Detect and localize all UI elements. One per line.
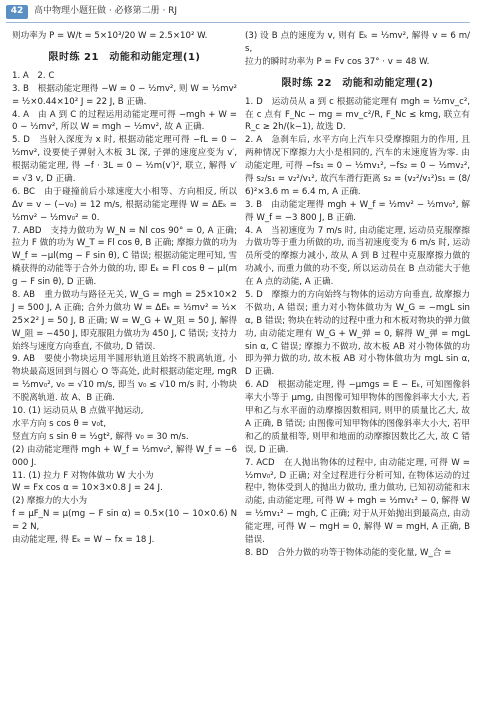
answer-paragraph: 11. (1) 拉力 F 对物体做功 W 大小为	[12, 470, 154, 481]
answer-paragraph: 10. (1) 运动员从 B 点做平抛运动,	[12, 406, 144, 417]
answer-paragraph: 7. ACD 在人抛出物体的过程中, 由动能定理, 可得 W = ½mv₀², D 正确; 对全过程进行分析可知, 在物体运动的过程中, 物体受到人的抛出力做功, 重力做功, 已知初动能和末动能, 由动能定理, 可得 W + mgh = ½mv₁² − 0, 解得 W = ½mv₁² − mgh, C 正确; 对于从开始抛出到最高点, 由动能定理, 可得 W − mgH = 0, 解得 W = mgH, A 正确, B 错误.	[245, 457, 470, 545]
answer-paragraph: 8. AB 重力做功与路径无关, W_G = mgh = 25×10×2 J = 500 J, A 正确; 合外力做功 W = ΔEₖ = ½mv² = ½×25×2² J = 50 J, B 正确; W = W_G + W_阻 = 50 J, 解得 W_阻 = −450 J, 即克服阻力做功为 450 J, C 错误; 支持力始终与速度方向垂直, 不做功, D 错误.	[12, 290, 237, 352]
answer-paragraph: (2) 由动能定理得 mgh + W_f = ½mv₀², 解得 W_f = −6 000 J.	[12, 444, 237, 468]
right-column	[245, 30, 470, 560]
left-column	[12, 30, 237, 547]
answer-paragraph: 拉力的瞬时功率为 P = Fv cos 37° · v = 48 W.	[245, 56, 430, 67]
answer-paragraph: 3. B 根据动能定理得 −W = 0 − ½mv², 则 W = ½mv² = ½×0.44×10² J = 22 J, B 正确.	[12, 83, 237, 107]
answer-paragraph: 5. D 当射入深度为 x 时, 根据动能定理可得 −fL = 0 − ½mv², 设要使子弹射入木板 3L 深, 子弹的速度应变为 v′, 根据动能定理, 得 −f · 3L = 0 − ½m(v′)², 联立, 解得 v′ = √3 v, D 正确.	[12, 135, 237, 185]
answer-paragraph: 2. A 急刹车后, 水平方向上汽车只受摩擦阻力的作用, 且两种情况下摩擦力大小是相同的, 汽车的末速度皆为零. 由动能定理, 可得 −fs₁ = 0 − ½mv₁², −fs₂ = 0 − ½mv₂², 得 s₂/s₁ = v₂²/v₁², 故汽车滑行距离 s₂ = (v₂²/v₁²)s₁ = (8/6)²×3.6 m = 6.4 m, A 正确.	[245, 135, 470, 197]
answer-paragraph: 则功率为 P = W/t = 5×10³/20 W = 2.5×10² W.	[12, 31, 208, 41]
header-divider	[6, 22, 470, 23]
answer-paragraph: 由动能定理, 得 Eₖ = W − fx = 18 J.	[12, 534, 155, 545]
answer-paragraph: 4. A 由 A 到 C 的过程运用动能定理可得 −mgh + W = 0 − ½mv², 所以 W = mgh − ½mv², 故 A 正确.	[12, 109, 237, 133]
answer-paragraph: 5. D 摩擦力的方向始终与物体的运动方向垂直, 故摩擦力不做功, A 错误; 重力对小物体做功为 W_G = −mgL sin α, B 错误; 物块在转动的过程中重力和木板对物块的弹力做功, 由动能定理有 W_G + W_弹 = 0, 解得 W_弹 = mgL sin α, C 错误; 摩擦力不做功, 故木板 AB 对小物体做的功即为弹力做的功, 故木板 AB 对小物体做功为 mgL sin α, D 正确.	[245, 290, 470, 378]
answer-paragraph: 3. B 由动能定理得 mgh + W_f = ½mv² − ½mv₀², 解得 W_f = −3 800 J, B 正确.	[245, 199, 470, 223]
section-heading: 限时练 21 动能和动能定理(1)	[48, 51, 201, 63]
answer-paragraph: (3) 设 B 点的速度为 v, 则有 Eₖ = ½mv², 解得 v = 6 m/s,	[245, 31, 470, 54]
answer-paragraph: (2) 摩擦力的大小为	[12, 496, 88, 507]
answer-paragraph: 竖直方向 s sin θ = ½gt², 解得 v₀ = 30 m/s.	[12, 431, 189, 442]
page-header	[0, 0, 480, 24]
answer-paragraph: 9. AB 要使小物块运用半圆形轨道且始终不脱离轨道, 小物块最高返回到与圆心 O 等高处, 此时根据动能定理, mgR = ½mv₀², v₀ = √10 m/s, 即当 v₀ ≤ √10 m/s 时, 小物块不脱离轨道. 故 A、B 正确.	[12, 354, 237, 404]
answer-paragraph: 4. A 当初速度为 7 m/s 时, 由动能定理, 运动员克服摩擦力做功等于重力所做的功, 而当初速度变为 6 m/s 时, 运动员所受的摩擦力减小, 故从 A 到 B 过程中克服摩擦力做的功减小, 而重力做的功不变, 所以运动员在 B 点动能大于他在 A 点的动能, A 正确.	[245, 225, 470, 288]
answer-paragraph: f = μF_N = μ(mg − F sin α) = 0.5×(10 − 10×0.6) N = 2 N,	[12, 509, 237, 533]
page-number-badge: 42	[6, 5, 28, 19]
answer-paragraph: 1. A 2. C	[12, 70, 55, 81]
answer-paragraph: 8. BD 合外力做的功等于物体动能的变化量, W_合 =	[245, 547, 452, 558]
answer-paragraph: 1. D 运动员从 a 到 c 根据动能定理有 mgh = ½mv_c², 在 c 点有 F_Nc − mg = mv_c²/R, F_Nc ≤ kmg, 联立有 R_c ≥ 2h/(k−1), 故选 D.	[245, 96, 470, 133]
answer-paragraph: 7. ABD 支持力做功为 W_N = Nl cos 90° = 0, A 正确; 拉力 F 做的功为 W_T = Fl cos θ, B 正确; 摩擦力做的功为 W_f = −μl(mg − F sin θ), C 错误; 根据动能定理可知, 雪橇获得的动能等于合外力做的功, 即 Eₖ = Fl cos θ − μl(mg − F sin θ), D 正确.	[12, 225, 237, 288]
answer-paragraph: 6. AD 根据动能定理, 得 −μmgs = E − Eₖ, 可知图像斜率大小等于 μmg, 由图像可知甲物体的图像斜率大小大, 若甲和乙与水平面的动摩擦因数相同, 则甲的质量比乙大, 故 A 正确, B 错误; 由图像可知甲物体的图像斜率大小大, 若甲和乙的质量相等, 则甲和地面的动摩擦因数比乙大, 故 C 错误, D 正确.	[245, 380, 470, 455]
answer-paragraph: 6. BC 由于碰撞前后小球速度大小相等、方向相反, 所以 Δv = v − (−v₀) = 12 m/s, 根据动能定理得 W = ΔEₖ = ½mv² − ½mv₀² = 0.	[12, 186, 237, 223]
book-title: 高中物理小题狂做 · 必修第二册 · RJ	[34, 6, 178, 17]
section-heading: 限时练 22 动能和动能定理(2)	[281, 77, 434, 89]
answer-paragraph: W = Fx cos α = 10×3×0.8 J = 24 J.	[12, 483, 163, 494]
answer-paragraph: 水平方向 s cos θ = v₀t,	[12, 418, 107, 429]
